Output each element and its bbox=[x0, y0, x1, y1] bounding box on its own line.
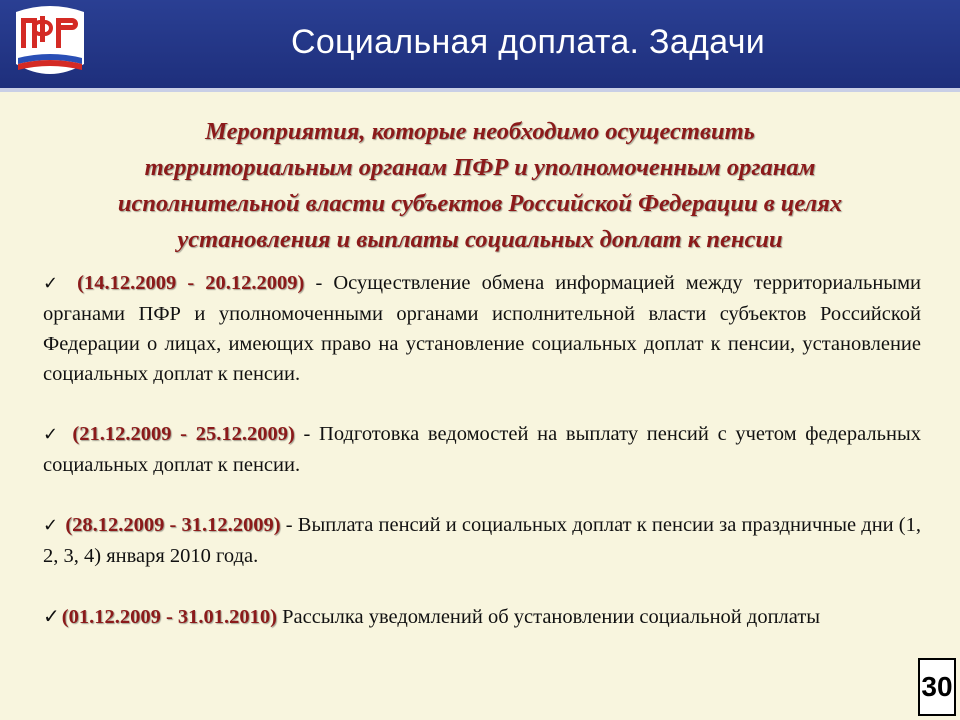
checkmark-icon: ✓ bbox=[43, 604, 60, 628]
list-item bbox=[43, 510, 921, 571]
checkmark-icon: ✓ bbox=[43, 515, 59, 536]
date-range: (01.12.2009 - 31.01.2010) bbox=[61, 606, 277, 628]
checkmark-icon: ✓ bbox=[43, 424, 62, 445]
item-text: Рассылка уведомлений об установлении социальной доплаты bbox=[277, 606, 821, 628]
pfr-logo-icon bbox=[10, 4, 90, 82]
item-text: - Выплата пенсий и социальных доплат к пенсии за праздничные дни (1, 2, 3, 4) января 2010 года. bbox=[43, 514, 922, 567]
date-range bbox=[77, 272, 304, 294]
list-item bbox=[43, 419, 921, 480]
subtitle bbox=[20, 114, 940, 258]
date-range: (21.12.2009 - 25.12.2009) bbox=[72, 423, 295, 445]
item-text: - Осуществление обмена информацией между территориальными органами ПФР и уполномоченными органами исполнительной власти субъектов Российской Федерации о лицах, имеющих право на установление социальных доплат к пенсии, установление социальных доплат к пенсии. bbox=[43, 272, 922, 385]
subtitle-line: территориальным органам ПФР и уполномоченным органам bbox=[144, 154, 816, 181]
page-number: 30 bbox=[918, 658, 956, 716]
date-text: 14.12.2009 - 20.12.2009) bbox=[84, 272, 305, 294]
header-divider bbox=[0, 88, 960, 92]
item-text: - Подготовка ведомостей на выплату пенсий с учетом федеральных социальных доплат к пенсии. bbox=[43, 423, 922, 476]
subtitle-line: исполнительной власти субъектов Российской Федерации в целях bbox=[117, 190, 843, 217]
subtitle-line: Мероприятия, которые необходимо осуществить bbox=[205, 118, 755, 145]
date-open-paren: ( bbox=[77, 272, 84, 294]
list-item bbox=[43, 601, 921, 632]
list-item bbox=[43, 268, 921, 389]
date-range: (28.12.2009 - 31.12.2009) bbox=[65, 514, 281, 536]
subtitle-line: установления и выплаты социальных доплат к пенсии bbox=[177, 226, 783, 253]
checkmark-icon: ✓ bbox=[43, 273, 65, 294]
page-title: Социальная доплата. Задачи bbox=[290, 23, 766, 61]
task-list bbox=[43, 268, 921, 632]
